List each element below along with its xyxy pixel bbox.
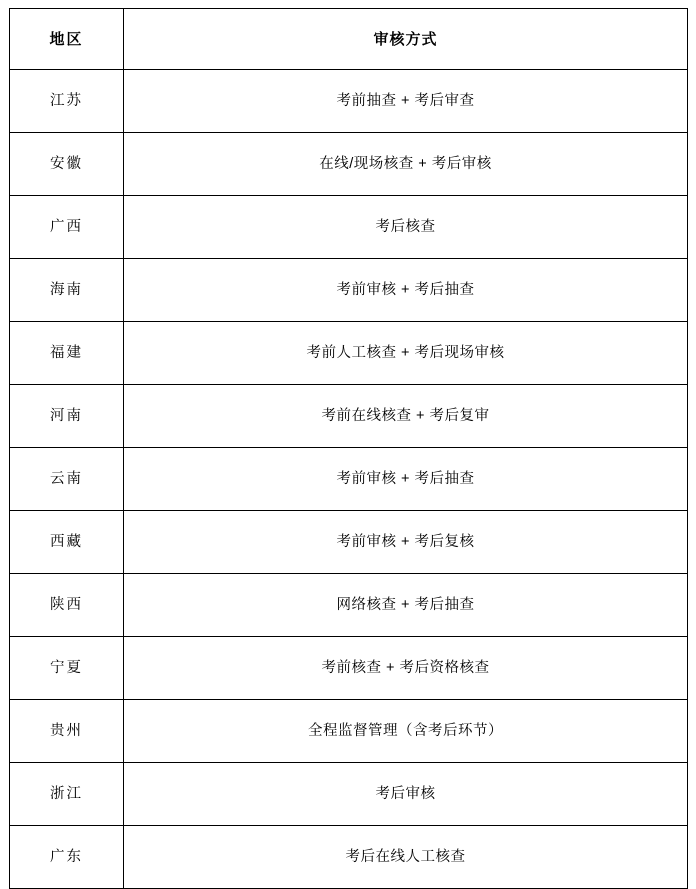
table-row bbox=[10, 448, 688, 511]
cell-method: 考后审核 bbox=[124, 763, 688, 826]
table-row bbox=[10, 700, 688, 763]
table-row bbox=[10, 322, 688, 385]
table-row bbox=[10, 511, 688, 574]
table-header bbox=[10, 9, 688, 70]
column-header-method: 审核方式 bbox=[124, 9, 688, 70]
cell-method: 考前审核 + 考后抽查 bbox=[124, 448, 688, 511]
cell-method: 考前审核 + 考后抽查 bbox=[124, 259, 688, 322]
cell-region: 贵州 bbox=[10, 700, 124, 763]
cell-method: 考前抽查 + 考后审查 bbox=[124, 70, 688, 133]
table-body bbox=[10, 70, 688, 889]
table-row bbox=[10, 70, 688, 133]
cell-region: 宁夏 bbox=[10, 637, 124, 700]
cell-method: 考前人工核查 + 考后现场审核 bbox=[124, 322, 688, 385]
table-row bbox=[10, 385, 688, 448]
cell-region: 广西 bbox=[10, 196, 124, 259]
table-row bbox=[10, 763, 688, 826]
cell-region: 浙江 bbox=[10, 763, 124, 826]
cell-region: 云南 bbox=[10, 448, 124, 511]
table-row bbox=[10, 574, 688, 637]
cell-region: 广东 bbox=[10, 826, 124, 889]
cell-method: 在线/现场核查 + 考后审核 bbox=[124, 133, 688, 196]
cell-method: 全程监督管理（含考后环节） bbox=[124, 700, 688, 763]
table-row bbox=[10, 259, 688, 322]
cell-method: 考后核查 bbox=[124, 196, 688, 259]
cell-region: 陕西 bbox=[10, 574, 124, 637]
cell-region: 江苏 bbox=[10, 70, 124, 133]
cell-region: 西藏 bbox=[10, 511, 124, 574]
table-header-row bbox=[10, 9, 688, 70]
cell-region: 河南 bbox=[10, 385, 124, 448]
cell-method: 考前审核 + 考后复核 bbox=[124, 511, 688, 574]
cell-region: 福建 bbox=[10, 322, 124, 385]
cell-region: 海南 bbox=[10, 259, 124, 322]
cell-method: 考前在线核查 + 考后复审 bbox=[124, 385, 688, 448]
cell-method: 网络核查 + 考后抽查 bbox=[124, 574, 688, 637]
cell-region: 安徽 bbox=[10, 133, 124, 196]
table-row bbox=[10, 826, 688, 889]
table-row bbox=[10, 637, 688, 700]
table-row bbox=[10, 196, 688, 259]
exam-review-method-table bbox=[9, 8, 688, 889]
cell-method: 考后在线人工核查 bbox=[124, 826, 688, 889]
column-header-region: 地区 bbox=[10, 9, 124, 70]
table-row bbox=[10, 133, 688, 196]
cell-method: 考前核查 + 考后资格核查 bbox=[124, 637, 688, 700]
